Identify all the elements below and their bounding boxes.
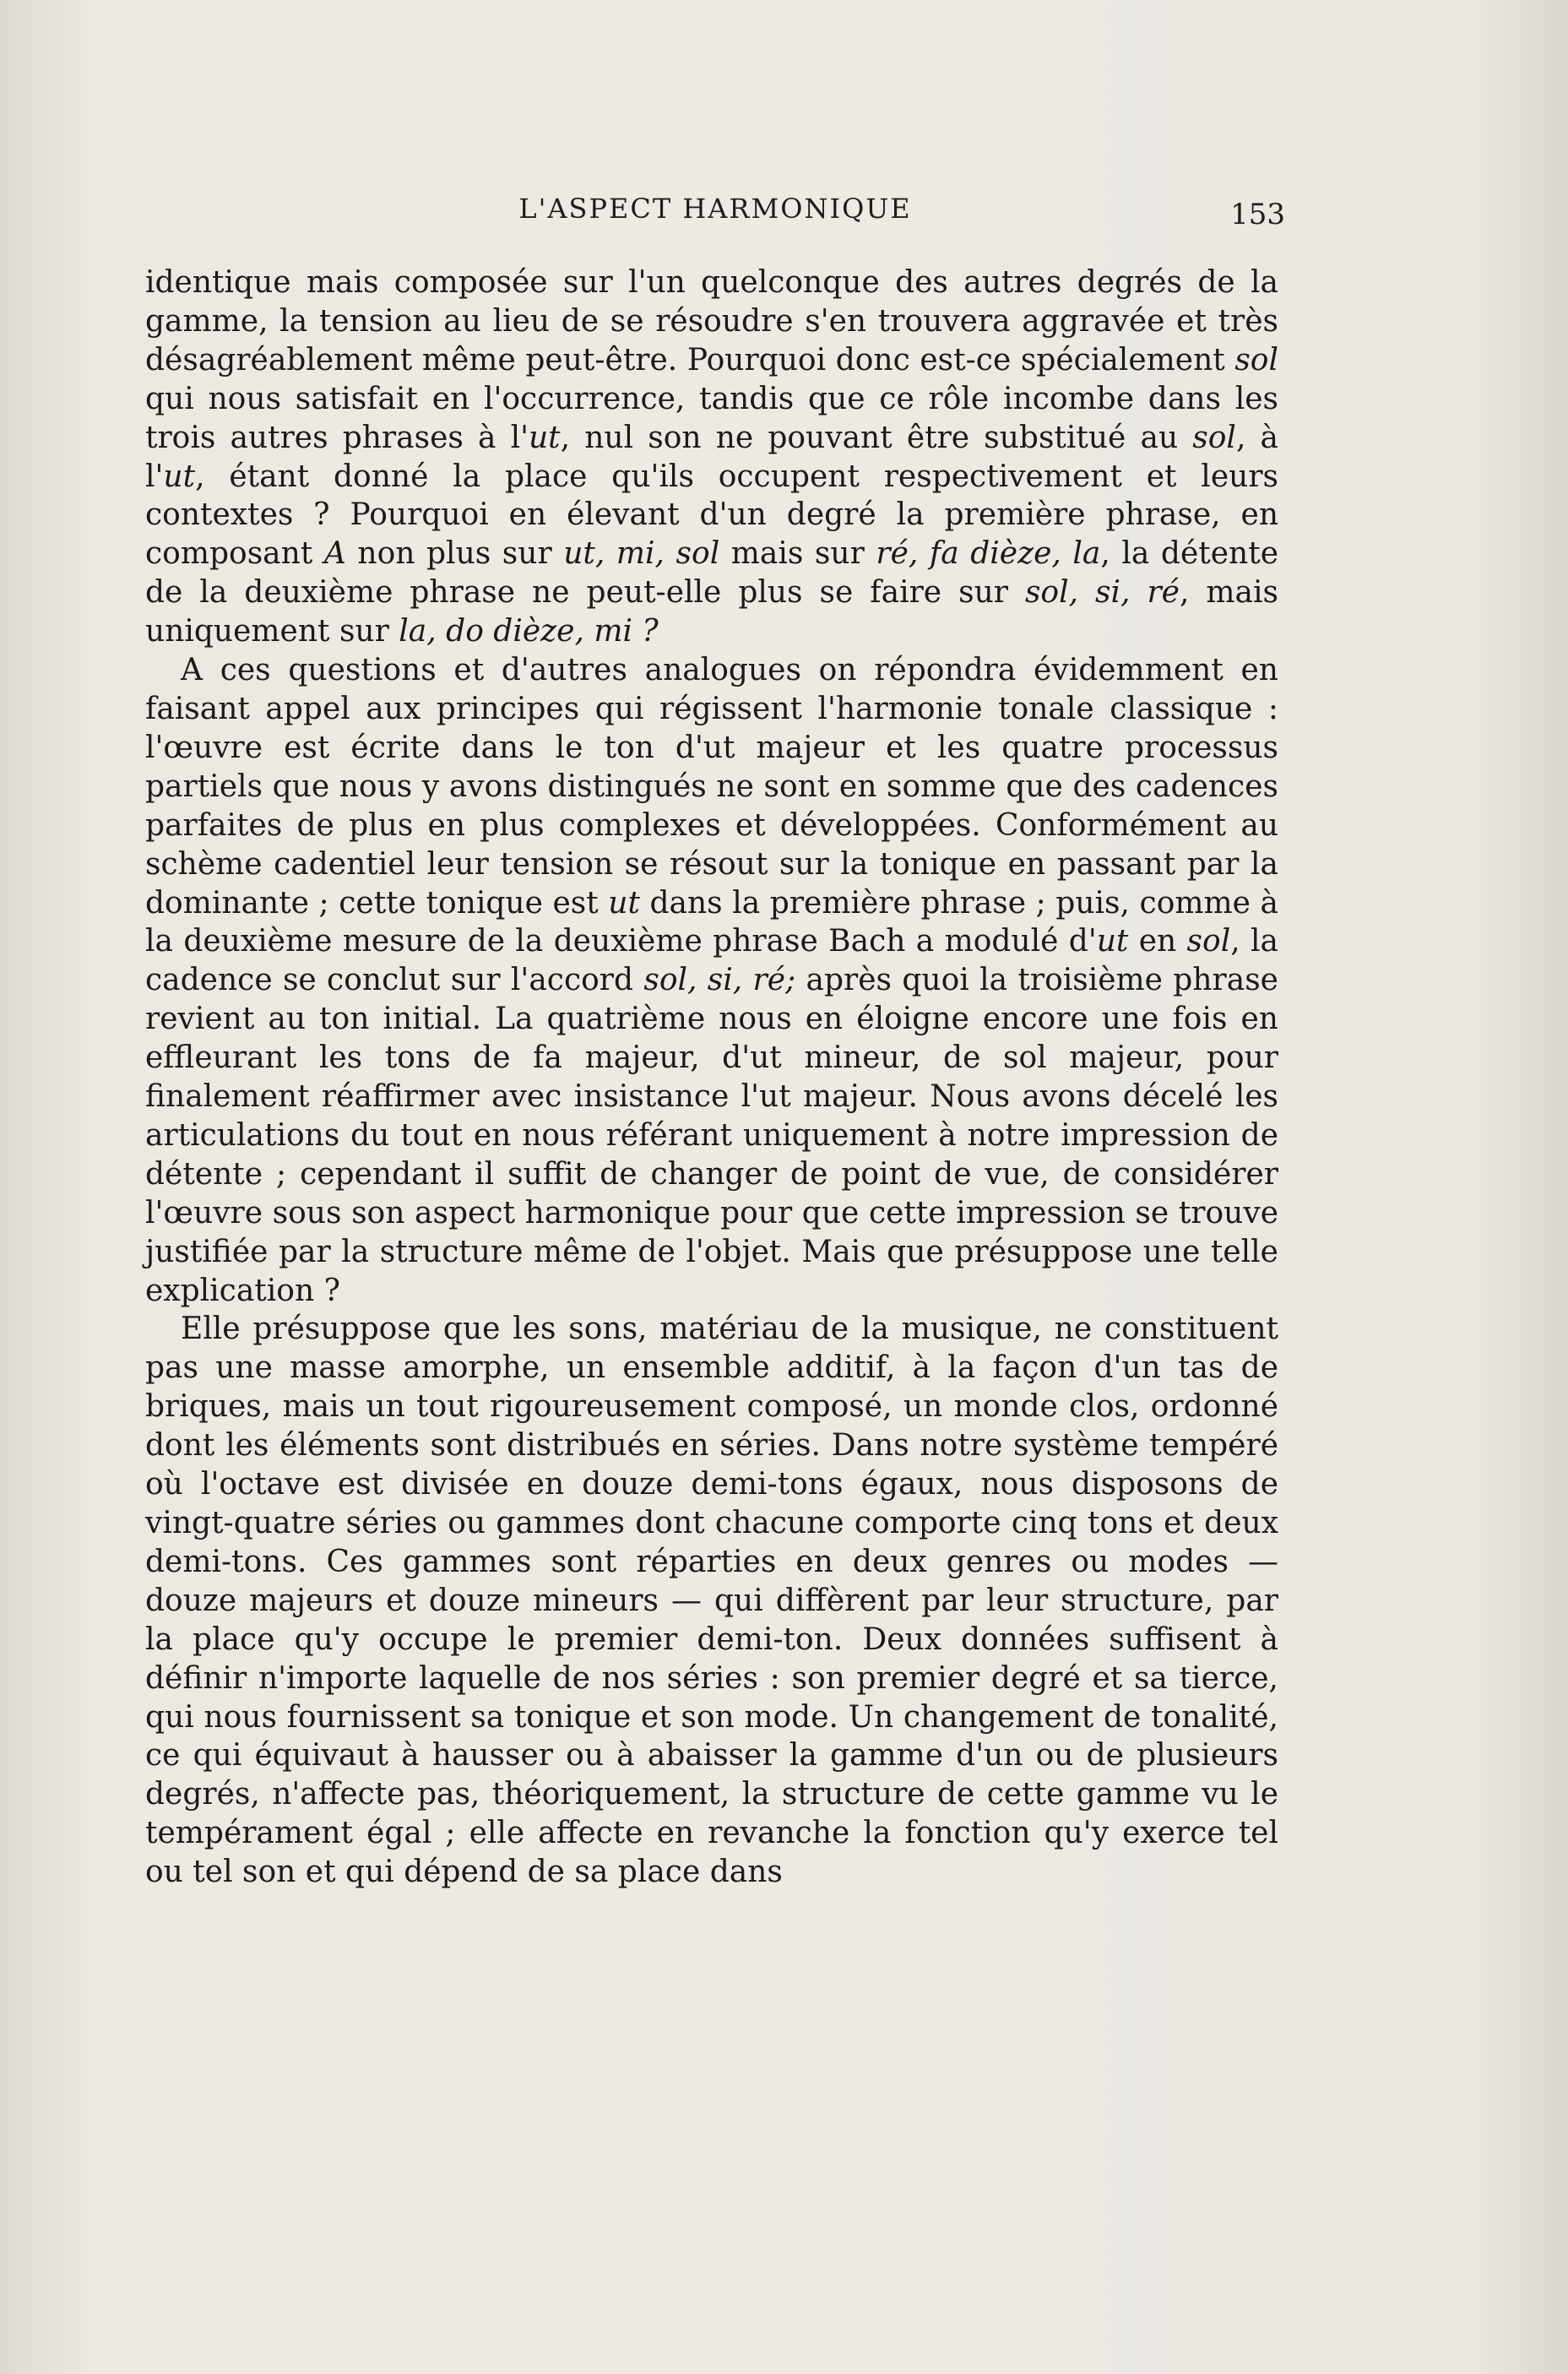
text-run: A ces questions et d'autres analogues on répondra évidemment en faisant appel aux principes qui régissent l'harmonie tonale classique : l'œuvre est écrite dans le ton d'ut majeur et les quatre processus partiels que nous y avons distingués ne sont en somme que des cadences parfaites de plus en plus complexes et développées. Conformément au schème cadentiel leur tension se résout sur la tonique en passant par la dominante ; cette tonique est	[145, 653, 1278, 921]
italic-text: sol	[1234, 342, 1278, 378]
text-run: , à l'	[145, 420, 1278, 494]
page-number: 153	[1230, 198, 1285, 231]
text-run: , étant donné la place qu'ils occupent respectivement et leurs contextes ? Pourquoi en élevant d'un degré la première phrase, en composant	[145, 459, 1278, 572]
text-run: , nul son ne pouvant être substitué au	[560, 420, 1193, 455]
italic-text: sol	[1186, 924, 1231, 959]
italic-text: ut	[1096, 924, 1129, 959]
text-run: Elle présuppose que les sons, matériau de la musique, ne constituent pas une masse amorphe, un ensemble additif, à la façon d'un tas de briques, mais un tout rigoureusement composé, un monde clos, ordonné dont les éléments sont distribués en séries. Dans notre système tempéré où l'octave est divisée en douze demi-tons égaux, nous disposons de vingt-quatre séries ou gammes dont chacune comporte cinq tons et deux demi-tons. Ces gammes sont réparties en deux genres ou modes — douze majeurs et douze mineurs — qui diffèrent par leur structure, par la place qu'y occupe le premier demi-ton. Deux données suffisent à définir n'importe laquelle de nos séries : son premier degré et sa tierce, qui nous fournissent sa tonique et son mode. Un changement de tonalité, ce qui équivaut à hausser ou à abaisser la gamme d'un ou de plusieurs degrés, n'affecte pas, théoriquement, la structure de cette gamme vu le tempérament égal ; elle affecte en revanche la fonction qu'y exerce tel ou tel son et qui dépend de sa place dans	[145, 1312, 1278, 1890]
running-head: L'ASPECT HARMONIQUE	[518, 193, 912, 225]
text-run: , mais uniquement sur	[145, 575, 1279, 649]
italic-text: ré, fa dièze, la	[876, 536, 1101, 572]
italic-text: la, do dièze, mi ?	[399, 614, 659, 649]
italic-text: ut	[163, 459, 196, 494]
text-run: , la cadence se conclut sur l'accord	[145, 924, 1278, 998]
text-run: mais sur	[719, 536, 876, 572]
italic-text: A	[323, 536, 346, 572]
paragraph-3	[145, 1310, 1278, 1892]
text-run: en	[1128, 924, 1187, 959]
italic-text: sol, si, ré;	[643, 963, 796, 998]
paragraph-1	[145, 263, 1278, 651]
text-run: , la détente de la deuxième phrase ne peut-elle plus se faire sur	[145, 536, 1278, 611]
italic-text: ut	[529, 420, 561, 455]
italic-text: sol	[1192, 420, 1236, 455]
italic-text: sol, si, ré	[1024, 575, 1180, 611]
italic-text: ut, mi, sol	[563, 536, 720, 572]
body-text	[145, 263, 1278, 1892]
italic-text: ut	[608, 885, 640, 921]
text-run: après quoi la troisième phrase revient au ton initial. La quatrième nous en éloigne encore une fois en effleurant les tons de fa majeur, d'ut mineur, de sol majeur, pour finalement réaffirmer avec insistance l'ut majeur. Nous avons décelé les articulations du tout en nous référant uniquement à notre impression de détente ; cependant il suffit de changer de point de vue, de considérer l'œuvre sous son aspect harmonique pour que cette impression se trouve justifiée par la structure même de l'objet. Mais que présuppose une telle explication ?	[145, 963, 1278, 1308]
paragraph-2	[145, 651, 1278, 1310]
page-header	[145, 193, 1285, 243]
text-run: qui nous satisfait en l'occurrence, tandis que ce rôle incombe dans les trois autres phrases à l'	[145, 381, 1278, 455]
text-run: identique mais composée sur l'un quelconque des autres degrés de la gamme, la tension au lieu de se résoudre s'en trouvera aggravée et très désagréablement même peut-être. Pourquoi donc est-ce spécialement	[145, 265, 1278, 378]
text-run: non plus sur	[345, 536, 564, 572]
text-run: dans la première phrase ; puis, comme à la deuxième mesure de la deuxième phrase Bach a modulé d'	[145, 885, 1278, 959]
